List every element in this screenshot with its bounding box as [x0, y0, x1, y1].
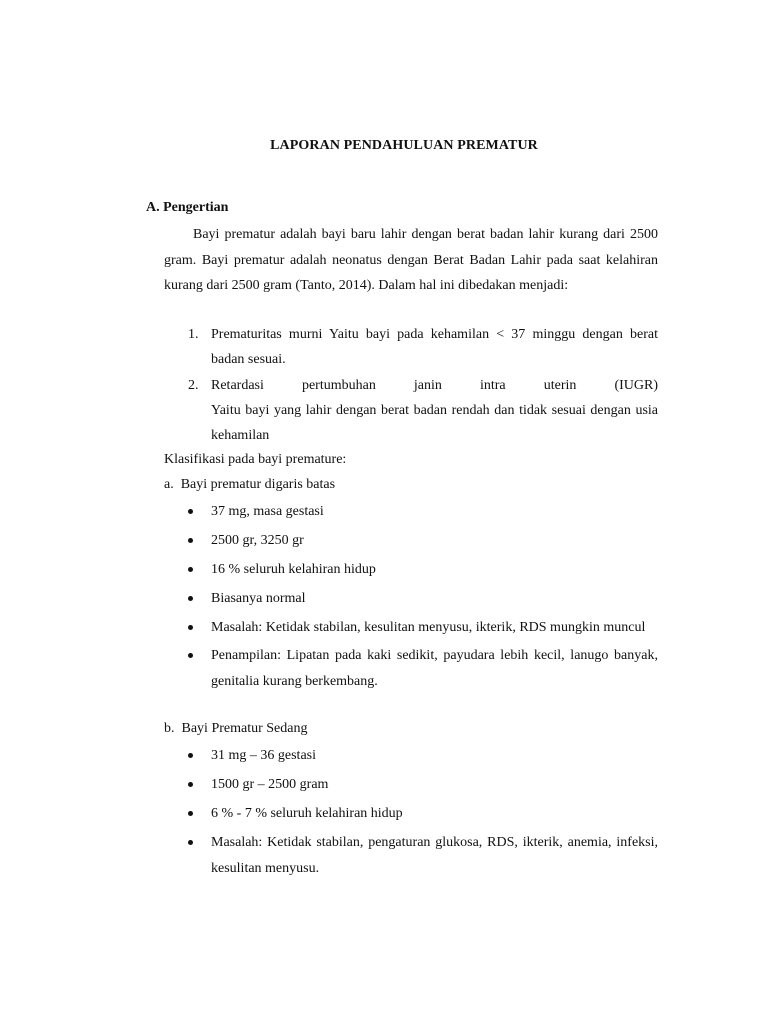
bullet-text: Penampilan: Lipatan pada kaki sedikit, payudara lebih kecil, lanugo banyak, genitalia kurang berkembang. [211, 648, 658, 689]
numbered-item-text: Yaitu bayi yang lahir dengan berat badan rendah dan tidak sesuai dengan usia kehamilan [211, 403, 658, 443]
bullet-dot-icon [188, 753, 193, 758]
sub-b-label: b. Bayi Prematur Sedang [164, 721, 308, 736]
bullet-item [164, 830, 658, 882]
numbered-item-line1: Retardasi pertumbuhan janin intra uterin (IUGR) [211, 378, 658, 393]
bullet-text: 2500 gr, 3250 gr [211, 533, 304, 548]
bullet-item [164, 743, 658, 769]
bullet-text: 16 % seluruh kelahiran hidup [211, 562, 376, 577]
bullet-text: 37 mg, masa gestasi [211, 504, 324, 519]
bullet-item [164, 528, 658, 554]
numbered-list-2 [164, 373, 658, 448]
bullet-dot-icon [188, 811, 193, 816]
bullet-item [164, 615, 658, 641]
section-heading-pengertian: A. Pengertian [146, 200, 229, 215]
bullet-item [164, 643, 658, 695]
bullet-text: 6 % - 7 % seluruh kelahiran hidup [211, 806, 403, 821]
numbered-list [164, 322, 658, 372]
bullet-text: 31 mg – 36 gestasi [211, 748, 316, 763]
definition-paragraph [164, 222, 658, 299]
bullet-item [164, 772, 658, 798]
bullet-dot-icon [188, 782, 193, 787]
sub-a-label: a. Bayi prematur digaris batas [164, 477, 336, 492]
numbered-item-2 [164, 373, 658, 448]
bullet-dot-icon [188, 840, 193, 845]
numbered-item-1 [164, 322, 658, 372]
bullet-list-a [164, 499, 658, 695]
definition-paragraph-text: Bayi prematur adalah bayi baru lahir dengan berat badan lahir kurang dari 2500 gram. Bayi prematur adalah neonatus dengan Berat Badan Lahir pada saat kelahiran kurang dari 2500 gram (Tanto, 2014). Dalam hal ini dibedakan menjadi: [164, 227, 658, 293]
bullet-text: Masalah: Ketidak stabilan, pengaturan glukosa, RDS, ikterik, anemia, infeksi, kesulitan menyusu. [211, 835, 658, 876]
bullet-list-b [164, 743, 658, 882]
numbered-item-marker: 1. [188, 327, 199, 342]
bullet-dot-icon [188, 538, 193, 543]
bullet-dot-icon [188, 596, 193, 601]
bullet-text: 1500 gr – 2500 gram [211, 777, 329, 792]
bullet-text: Biasanya normal [211, 591, 306, 606]
bullet-item [164, 557, 658, 583]
classification-label: Klasifikasi pada bayi premature: [164, 452, 347, 467]
numbered-item-text: Prematuritas murni Yaitu bayi pada kehamilan < 37 minggu dengan berat badan sesuai. [211, 327, 658, 367]
bullet-item [164, 801, 658, 827]
bullet-dot-icon [188, 567, 193, 572]
bullet-item [164, 586, 658, 612]
bullet-dot-icon [188, 509, 193, 514]
numbered-item-marker: 2. [188, 378, 199, 393]
bullet-dot-icon [188, 625, 193, 630]
bullet-text: Masalah: Ketidak stabilan, kesulitan menyusu, ikterik, RDS mungkin muncul [211, 620, 646, 635]
bullet-dot-icon [188, 653, 193, 658]
document-title: LAPORAN PENDAHULUAN PREMATUR [270, 138, 538, 153]
bullet-item [164, 499, 658, 525]
